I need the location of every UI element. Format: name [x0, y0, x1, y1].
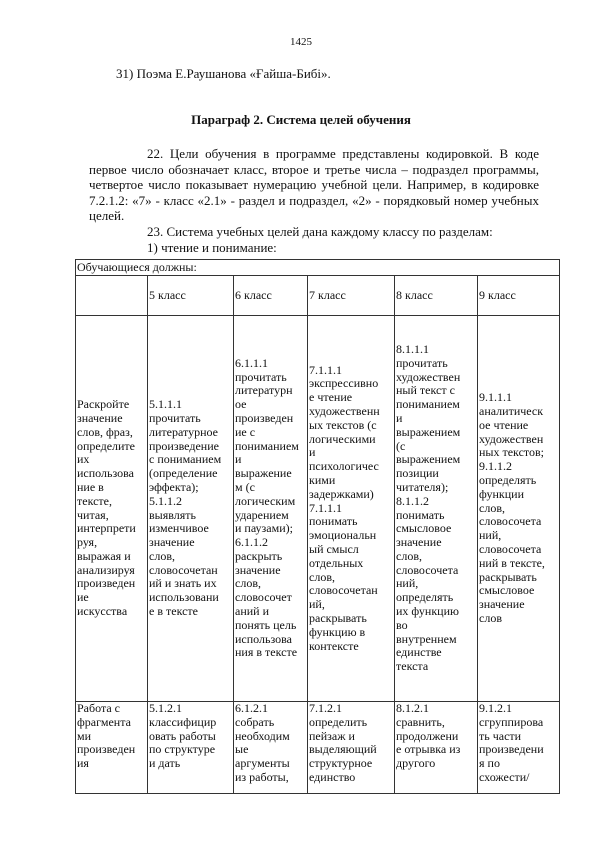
cell-text-line: значение	[149, 535, 195, 550]
cell-text-line: фрагмента	[77, 714, 131, 729]
cell-text-line: (с	[396, 438, 406, 453]
cell-text-line: литературное	[149, 424, 218, 439]
cell-text-line: произведен	[235, 410, 294, 425]
cell-text-line: из работы,	[235, 769, 289, 784]
cell-text-line: произведени	[479, 742, 544, 757]
cell-text-line: эффекта);	[149, 479, 199, 494]
cell-text-line: смысловое	[396, 521, 452, 536]
cell-text-line: ые	[235, 742, 249, 757]
cell-text-line: прочитать	[396, 355, 448, 370]
cell-text-line: 7.1.1.1	[309, 500, 342, 515]
cell-text-line: внутреннем	[396, 631, 457, 646]
cell-text-line: ние в	[77, 479, 104, 494]
cell-text-line: во	[396, 617, 408, 632]
cell-text-line: прочитать	[235, 369, 287, 384]
cell-text-line: ия	[77, 756, 89, 771]
cell-text-line: позиции	[396, 466, 439, 481]
cell-text-line: кими	[309, 473, 336, 487]
cell-text-line: эмоциональн	[309, 528, 377, 543]
cell-text-line: их	[77, 452, 90, 467]
cell-text-line: пониманием	[396, 397, 460, 412]
cell-text-line: пейзаж и	[309, 728, 355, 743]
cell-text-line: 7.1.1.1	[309, 362, 342, 377]
table-cell	[478, 702, 560, 794]
table-header-cell: 6 класс	[234, 276, 308, 316]
table-cell	[395, 316, 478, 702]
cell-text-line: логическими	[309, 431, 376, 446]
paragraph-22-line-3: четвертое число показывает нумерацию учебной цели. Например, в кодировке	[89, 177, 539, 193]
cell-text-line: ие	[77, 590, 89, 605]
cell-text-line: другого	[396, 756, 436, 771]
cell-text-line: их функцию	[396, 604, 459, 619]
cell-text-line: словосочета	[479, 514, 542, 529]
paragraph-22-line-2: первое число обозначает класс, второе и третье числа – подраздел программы,	[89, 161, 539, 177]
cell-text-line: функцию в	[309, 624, 366, 639]
table-row	[76, 702, 560, 794]
cell-text-line: 8.1.1.2	[396, 493, 429, 508]
cell-text-line: аргументы	[235, 756, 290, 771]
cell-text-line: контексте	[309, 638, 359, 653]
cell-text-line: 5.1.1.2	[149, 493, 182, 508]
cell-text-line: е чтение	[309, 390, 353, 405]
learning-goals-table	[75, 259, 560, 794]
cell-text-line: собрать	[235, 714, 275, 729]
cell-text-line: логическим	[235, 493, 296, 508]
page-number: 1425	[290, 36, 312, 48]
cell-text-line: ний,	[479, 528, 502, 543]
cell-text-line: и	[396, 410, 403, 425]
cell-text-line: значение	[235, 562, 281, 577]
section-heading: Параграф 2. Система целей обучения	[191, 112, 411, 127]
cell-text-line: ий,	[309, 597, 325, 612]
cell-text-line: я по	[479, 756, 500, 771]
list-item-31: 31) Поэма Е.Раушанова «Ғайша-Бибі».	[116, 66, 331, 81]
cell-text-line: прочитать	[149, 410, 201, 425]
cell-text-line: слов, фраз,	[77, 424, 133, 439]
cell-text-line: и паузами);	[235, 521, 293, 536]
cell-text-line: ударением	[235, 507, 289, 522]
cell-text-line: необходим	[235, 728, 290, 743]
cell-text-line: выражением	[396, 424, 461, 439]
cell-text-line: раскрывать	[479, 569, 537, 584]
cell-text-line: слов,	[479, 500, 505, 515]
cell-text-line: по структуре	[149, 742, 216, 757]
table-header-cell: 9 класс	[478, 276, 560, 316]
cell-text-line: искусства	[77, 604, 128, 619]
cell-text-line: ных текстов;	[479, 445, 544, 460]
cell-text-line: выделяющий	[309, 742, 377, 757]
cell-text-line: читателя);	[396, 479, 449, 494]
cell-text-line: понимать	[309, 514, 358, 529]
table-header-cell: 5 класс	[148, 276, 234, 316]
cell-text-line: руя,	[77, 535, 98, 550]
cell-text-line: словосочетан	[309, 583, 378, 598]
cell-text-line: тексте,	[77, 493, 112, 508]
cell-text-line: аний и	[235, 604, 270, 619]
paragraph-22-line-4: 7.2.1.2: «7» - класс «2.1» - раздел и подраздел, «2» - порядковый номер учебных	[89, 192, 539, 208]
cell-text-line: понять цель	[235, 617, 297, 632]
cell-text-line: классифицир	[149, 714, 217, 729]
cell-text-line: 9.1.1.1	[479, 390, 512, 405]
cell-text-line: 8.1.1.1	[396, 341, 429, 356]
table-cell	[148, 702, 234, 794]
cell-text-line: отдельных	[309, 555, 364, 570]
cell-text-line: значение	[396, 535, 442, 550]
cell-text-line: произведение	[149, 438, 219, 453]
cell-text-line: овать работы	[149, 728, 216, 743]
cell-text-line: изменчивое	[149, 521, 209, 536]
cell-text-line: ий и знать их	[149, 576, 217, 591]
cell-text-line: понимать	[396, 507, 445, 522]
cell-text-line: определить	[309, 714, 368, 729]
cell-text-line: 6.1.1.2	[235, 535, 268, 550]
cell-text-line: значение	[479, 597, 525, 612]
cell-text-line: раскрыть	[235, 548, 283, 563]
cell-text-line: функции	[479, 486, 524, 501]
cell-text-line: ния в тексте	[235, 645, 298, 660]
cell-text-line: словосочета	[396, 562, 459, 577]
cell-text-line: выражение	[235, 466, 292, 481]
cell-text-line: сгруппирова	[479, 714, 544, 729]
cell-text-line: интерпрети	[77, 521, 136, 536]
cell-text-line: слов,	[235, 576, 261, 591]
cell-text-line: произведен	[77, 742, 136, 757]
paragraph-23: 23. Система учебных целей дана каждому классу по разделам:	[147, 224, 493, 239]
table-cell	[308, 316, 395, 702]
cell-text-line: пониманием	[235, 438, 299, 453]
cell-text-line: экспрессивно	[309, 376, 379, 391]
cell-text-line: и дать	[149, 756, 181, 771]
cell-text-line: задержками)	[309, 486, 374, 501]
cell-text-line: психологичес	[309, 459, 379, 474]
paragraph-22	[89, 146, 539, 224]
cell-text-line: определять	[479, 473, 537, 487]
cell-text-line: выявлять	[149, 507, 196, 522]
table-cell	[148, 316, 234, 702]
cell-text-line: слов, словосочетан	[149, 548, 218, 577]
table-caption: Обучающиеся должны:	[76, 260, 560, 276]
cell-text-line: 8.1.2.1	[396, 701, 429, 715]
table-header-cell: 8 класс	[395, 276, 478, 316]
cell-text-line: продолжени	[396, 728, 459, 743]
table-header-cell	[76, 276, 148, 316]
cell-text-line: (определение	[149, 466, 218, 481]
cell-text-line: словосочета	[479, 541, 542, 556]
cell-text-line: и	[235, 452, 242, 467]
cell-text-line: Работа с	[77, 701, 120, 715]
cell-text-line: слов	[479, 610, 502, 625]
cell-text-line: ть части	[479, 728, 522, 743]
cell-text-line: выражением	[396, 452, 461, 467]
paragraph-22-line-1: 22. Цели обучения в программе представлены кодировкой. В коде	[147, 146, 539, 161]
table-cell	[308, 702, 395, 794]
cell-text-line: читая,	[77, 507, 109, 522]
cell-text-line: литературн	[235, 383, 293, 398]
paragraph-22-line-5: целей.	[89, 208, 125, 224]
cell-text-line: аналитическ	[479, 404, 544, 419]
cell-text-line: схожести/	[479, 769, 530, 784]
cell-text-line: 6.1.2.1	[235, 701, 268, 715]
cell-text-line: ний в тексте,	[479, 555, 545, 570]
cell-text-line: раскрывать	[309, 610, 367, 625]
cell-text-line: слов,	[396, 548, 422, 563]
table-row	[76, 316, 560, 702]
cell-text-line: смысловое	[479, 583, 535, 598]
cell-text-line: 7.1.2.1	[309, 701, 342, 715]
cell-text-line: слов,	[309, 569, 335, 584]
cell-text-line: структурное	[309, 756, 373, 771]
cell-text-line: ний,	[396, 576, 419, 591]
cell-text-line: художествен	[479, 431, 544, 446]
cell-text-line: использова	[235, 631, 292, 646]
cell-text-line: ый смысл	[309, 541, 359, 556]
table-cell	[76, 702, 148, 794]
cell-text-line: произведен	[77, 576, 136, 591]
table-cell	[395, 702, 478, 794]
cell-text-line: единстве	[396, 645, 442, 660]
cell-text-line: ых текстов (с	[309, 417, 377, 432]
table-cell	[234, 702, 308, 794]
section-title: 1) чтение и понимание:	[147, 240, 277, 255]
cell-text-line: использова	[77, 466, 134, 481]
cell-text-line: значение	[77, 410, 123, 425]
cell-text-line: и	[309, 445, 316, 460]
cell-text-line: сравнить,	[396, 714, 445, 729]
cell-text-line: ое	[235, 397, 247, 412]
cell-text-line: текста	[396, 659, 429, 674]
cell-text-line: 9.1.2.1	[479, 701, 512, 715]
cell-text-line: единство	[309, 769, 356, 784]
cell-text-line: 6.1.1.1	[235, 355, 268, 370]
cell-text-line: ие с	[235, 424, 256, 439]
cell-text-line: выражая и	[77, 548, 131, 563]
cell-text-line: определите	[77, 438, 136, 453]
cell-text-line: е отрывка из	[396, 742, 461, 757]
cell-text-line: 5.1.2.1	[149, 701, 182, 715]
cell-text-line: художественн	[309, 404, 380, 419]
cell-text-line: с пониманием	[149, 452, 222, 467]
cell-text-line: ми	[77, 728, 92, 743]
cell-text-line: 5.1.1.1	[149, 397, 182, 412]
cell-text-line: художествен	[396, 369, 461, 384]
cell-text-line: Раскройте	[77, 397, 130, 412]
cell-text-line: использовани	[149, 590, 219, 605]
cell-text-line: 9.1.1.2	[479, 459, 512, 474]
table-header-cell: 7 класс	[308, 276, 395, 316]
table-cell	[234, 316, 308, 702]
cell-text-line: определять	[396, 590, 454, 605]
table-cell	[478, 316, 560, 702]
cell-text-line: ое чтение	[479, 417, 529, 432]
cell-text-line: анализируя	[77, 562, 135, 577]
cell-text-line: е в тексте	[149, 604, 198, 619]
table-cell	[76, 316, 148, 702]
cell-text-line: м (с	[235, 479, 255, 494]
cell-text-line: ный текст с	[396, 383, 455, 398]
cell-text-line: словосочет	[235, 590, 292, 605]
